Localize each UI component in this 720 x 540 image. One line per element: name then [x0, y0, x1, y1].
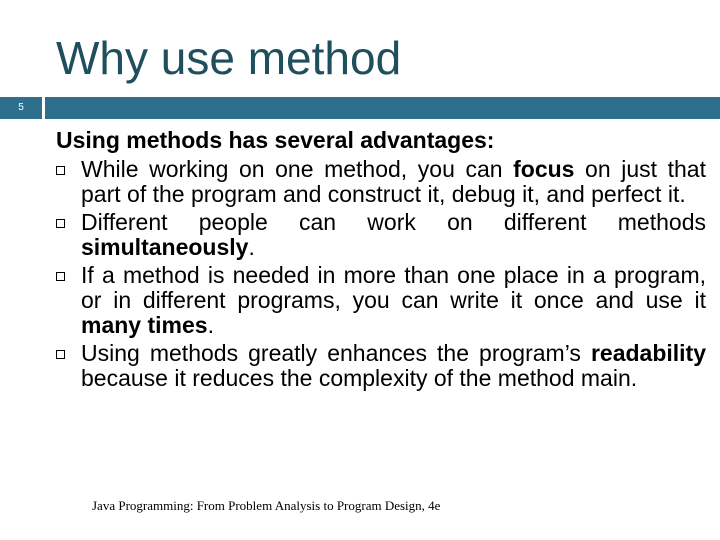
footer-citation: Java Programming: From Problem Analysis to Program Design, 4e: [92, 498, 441, 513]
square-bullet-icon: [56, 166, 65, 175]
bullet-item: [56, 263, 706, 338]
bullet-text: [81, 341, 706, 391]
bullet-emphasis: readability: [590, 340, 706, 366]
bullet-item: [56, 157, 706, 207]
slide-title: Why use method: [56, 32, 402, 84]
header-bar: [45, 97, 720, 119]
bullet-text: [81, 263, 706, 338]
bullet-text-part: Different people can work on different methods: [81, 209, 706, 235]
bullet-item: [56, 341, 706, 391]
bullet-emphasis: simultaneously: [81, 234, 249, 260]
bullet-text-part: on just that part of the program and construct it, debug it, and perfect it.: [81, 156, 706, 207]
bullet-text-part: .: [207, 312, 214, 338]
bullet-text-part: While working on one method, you can: [81, 156, 514, 182]
slide-number: 5: [0, 97, 42, 119]
bullet-text-part: .: [248, 234, 255, 260]
bullet-text-part: because it reduces the complexity of the method main.: [81, 365, 638, 391]
square-bullet-icon: [56, 350, 65, 359]
bullet-text: [81, 157, 706, 207]
intro-heading: Using methods has several advantages:: [56, 127, 495, 153]
bullet-text: [81, 210, 706, 260]
square-bullet-icon: [56, 272, 65, 281]
bullet-emphasis: focus: [513, 156, 575, 182]
bullet-emphasis: many times: [81, 312, 208, 338]
bullet-text-part: Using methods greatly enhances the program’s: [81, 340, 591, 366]
bullet-item: [56, 210, 706, 260]
slide-content: [56, 126, 706, 391]
bullet-text-part: If a method is needed in more than one place in a program, or in different programs, you can write it once and use it: [81, 262, 706, 313]
square-bullet-icon: [56, 219, 65, 228]
